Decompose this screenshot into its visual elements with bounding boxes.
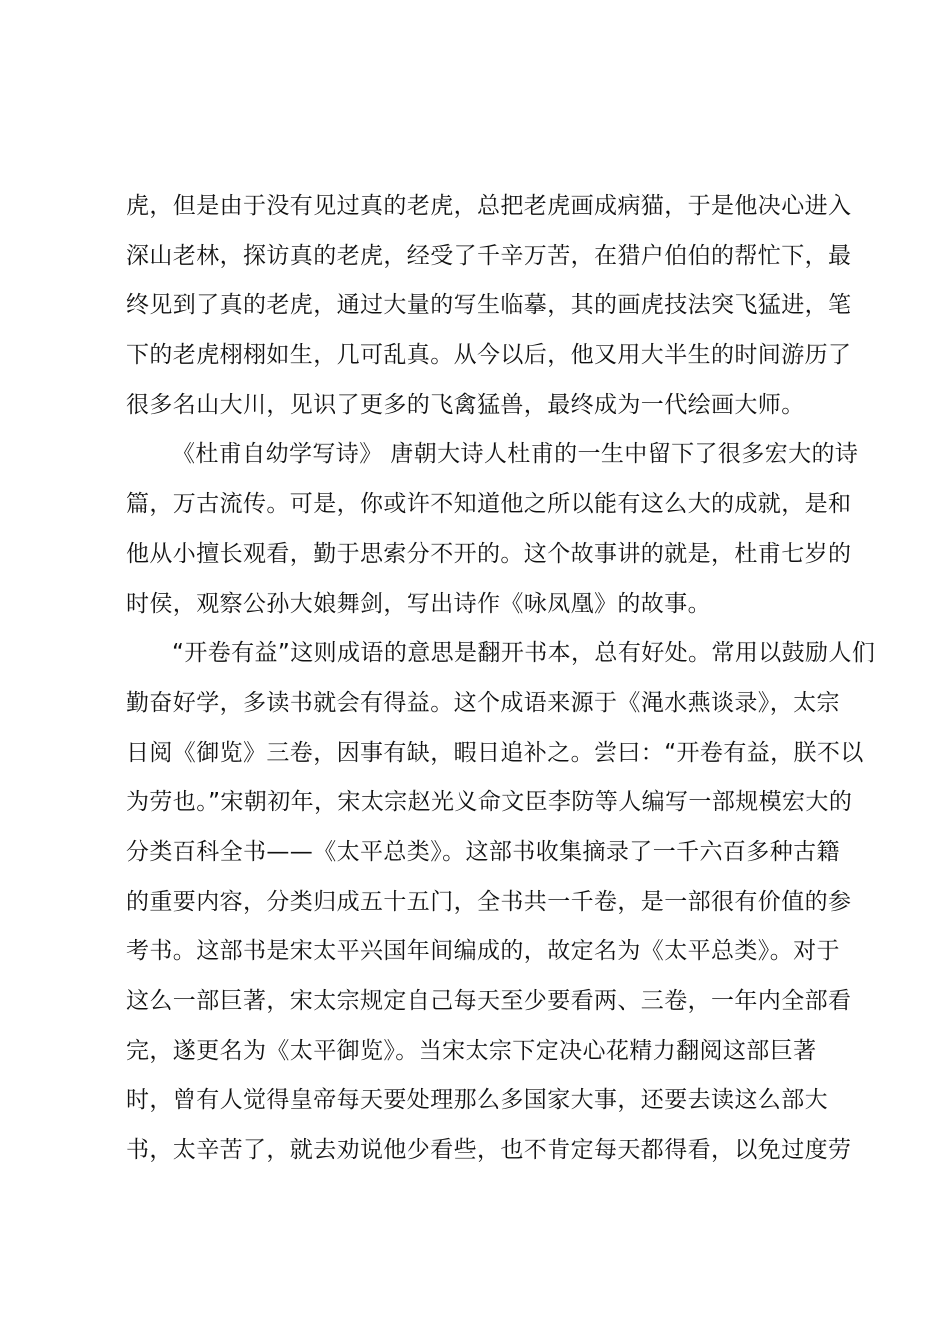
paragraph-line: 时侯，观察公孙大娘舞剑，写出诗作《咏凤凰》的故事。 (126, 590, 711, 617)
paragraph-line: 时，曾有人觉得皇帝每天要处理那么多国家大事，还要去读这么部大 (126, 1087, 828, 1114)
paragraph-line: 为劳也。”宋朝初年，宋太宗赵光义命文臣李防等人编写一部规模宏大的 (126, 789, 853, 816)
paragraph-line: 考书。这部书是宋太平兴国年间编成的，故定名为《太平总类》。对于 (126, 938, 840, 965)
paragraph-line: 完，遂更名为《太平御览》。当宋太宗下定决心花精力翻阅这部巨著 (126, 1037, 817, 1064)
paragraph-line: 这么一部巨著，宋太宗规定自己每天至少要看两、三卷，一年内全部看 (126, 988, 852, 1014)
paragraph-line: 篇，万古流传。可是，你或许不知道他之所以能有这么大的成就，是和 (126, 491, 852, 518)
paragraph-line: 书，太辛苦了，就去劝说他少看些，也不肯定每天都得看，以免过度劳 (126, 1137, 852, 1164)
paragraph-start-line: “开卷有益”这则成语的意思是翻开书本，总有好处。常用以鼓励人们 (172, 640, 876, 667)
paragraph-line: 勤奋好学，多读书就会有得益。这个成语来源于《渑水燕谈录》，太宗 (126, 689, 840, 716)
body-text (126, 182, 876, 1176)
paragraph-line: 深山老林，探访真的老虎，经受了千辛万苦，在猎户伯伯的帮忙下，最 (126, 242, 852, 269)
paragraph-line: 日阅《御览》三卷，因事有缺，暇日追补之。尝曰：“开卷有益，朕不以 (126, 739, 864, 766)
paragraph-line: 很多名山大川，见识了更多的飞禽猛兽，最终成为一代绘画大师。 (126, 391, 805, 418)
paragraph-line: 分类百科全书——《太平总类》。这部书收集摘录了一千六百多种古籍 (126, 838, 840, 865)
paragraph-line: 终见到了真的老虎，通过大量的写生临摹，其的画虎技法突飞猛进，笔 (126, 292, 852, 319)
paragraph-line: 下的老虎栩栩如生，几可乱真。从今以后，他又用大半生的时间游历了 (126, 342, 852, 369)
paragraph-start-line: 《杜甫自幼学写诗》 唐朝大诗人杜甫的一生中留下了很多宏大的诗 (172, 441, 859, 468)
paragraph-line: 虎，但是由于没有见过真的老虎，总把老虎画成病猫，于是他决心进入 (126, 193, 852, 219)
paragraph-line: 的重要内容，分类归成五十五门，全书共一千卷，是一部很有价值的参 (126, 888, 852, 915)
paragraph-line: 他从小擅长观看，勤于思索分不开的。这个故事讲的就是，杜甫七岁的 (126, 540, 852, 567)
